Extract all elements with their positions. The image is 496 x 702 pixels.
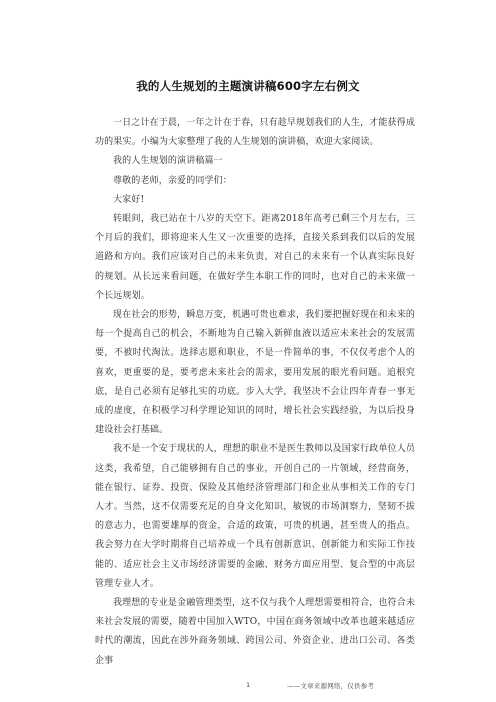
page-number: 1 — [246, 681, 251, 689]
body-paragraph: 转眼间，我已站在十八岁的天空下。距离2018年高考已剩三个月左右，三个月后的我们，即将迎来人生又一次重要的选择，直接关系到我们以后的发展道路和方向。我们应该对自己的未来负责，对自己的未来有一个认真实际良好的规划。从长远来看问题，在做好学生本职工作的同时，也对自己的未来做一个长远规划。 — [95, 214, 415, 301]
body-paragraph: 我不是一个安于现状的人，理想的职业不是医生教师以及国家行政单位人员这类，我希望，自己能够拥有自己的事业，开创自己的一片领域，经营商务，能在银行、证券、投资、保险及其他经济管理部门和企业从事相关工作的专门人才。当然，这不仅需要充足的自身文化知识，敏锐的市场洞察力，坚韧不拔的意志力，也需要雄厚的资金，合适的政策，可贵的机遇，甚至贵人的指点。我会努力在大学时期将自己培养成一个具有创新意识、创新能力和实际工作技能的、适应社会主义市场经济需要的金融、财务方面应用型、复合型的中高层管理专业人才。 — [95, 444, 415, 589]
body-paragraph: 我理想的专业是金融管理类型，这不仅与我个人理想需要相符合，也符合未来社会发展的需要，随着中国加入WTO，中国在商务领域中改革也越来越适应时代的潮流，因此在涉外商务领域、跨国公司、外资企业、进出口公司、各类企事 — [95, 598, 415, 666]
document-body — [95, 114, 415, 671]
salutation: 尊敬的老师，亲爱的同学们： — [113, 175, 232, 186]
speech-heading: 我的人生规划的演讲稿篇一 — [113, 156, 223, 167]
source-note: ——文章来源网络，仅供参考 — [287, 682, 375, 690]
page-footer — [0, 681, 496, 693]
greeting: 大家好! — [113, 194, 145, 205]
body-paragraph: 现在社会的形势，瞬息万变，机遇可贵也难求，我们要把握好现在和未来的每一个提高自己的机会，不断地为自己输入新鲜血液以适应未来社会的发展需要，不被时代淘汰。选择志愿和职业，不是一件简单的事，不仅仅考虑个人的喜欢，更重要的是，要考虑未来社会的需求，要用发展的眼光看问题。追根究底，是自己必须有足够扎实的功底。步入大学，我坚决不会让四年青春一事无成的虚度，在积极学习科学理论知识的同时，增长社会实践经验，为以后投身建设社会打基础。 — [95, 310, 415, 436]
document-title: 我的人生规划的主题演讲稿600字左右例文 — [136, 79, 360, 93]
intro-paragraph: 一日之计在于晨，一年之计在于春，只有趁早规划我们的人生，才能获得成功的果实。小编为大家整理了我的人生规划的演讲稿，欢迎大家阅读。 — [95, 118, 415, 148]
